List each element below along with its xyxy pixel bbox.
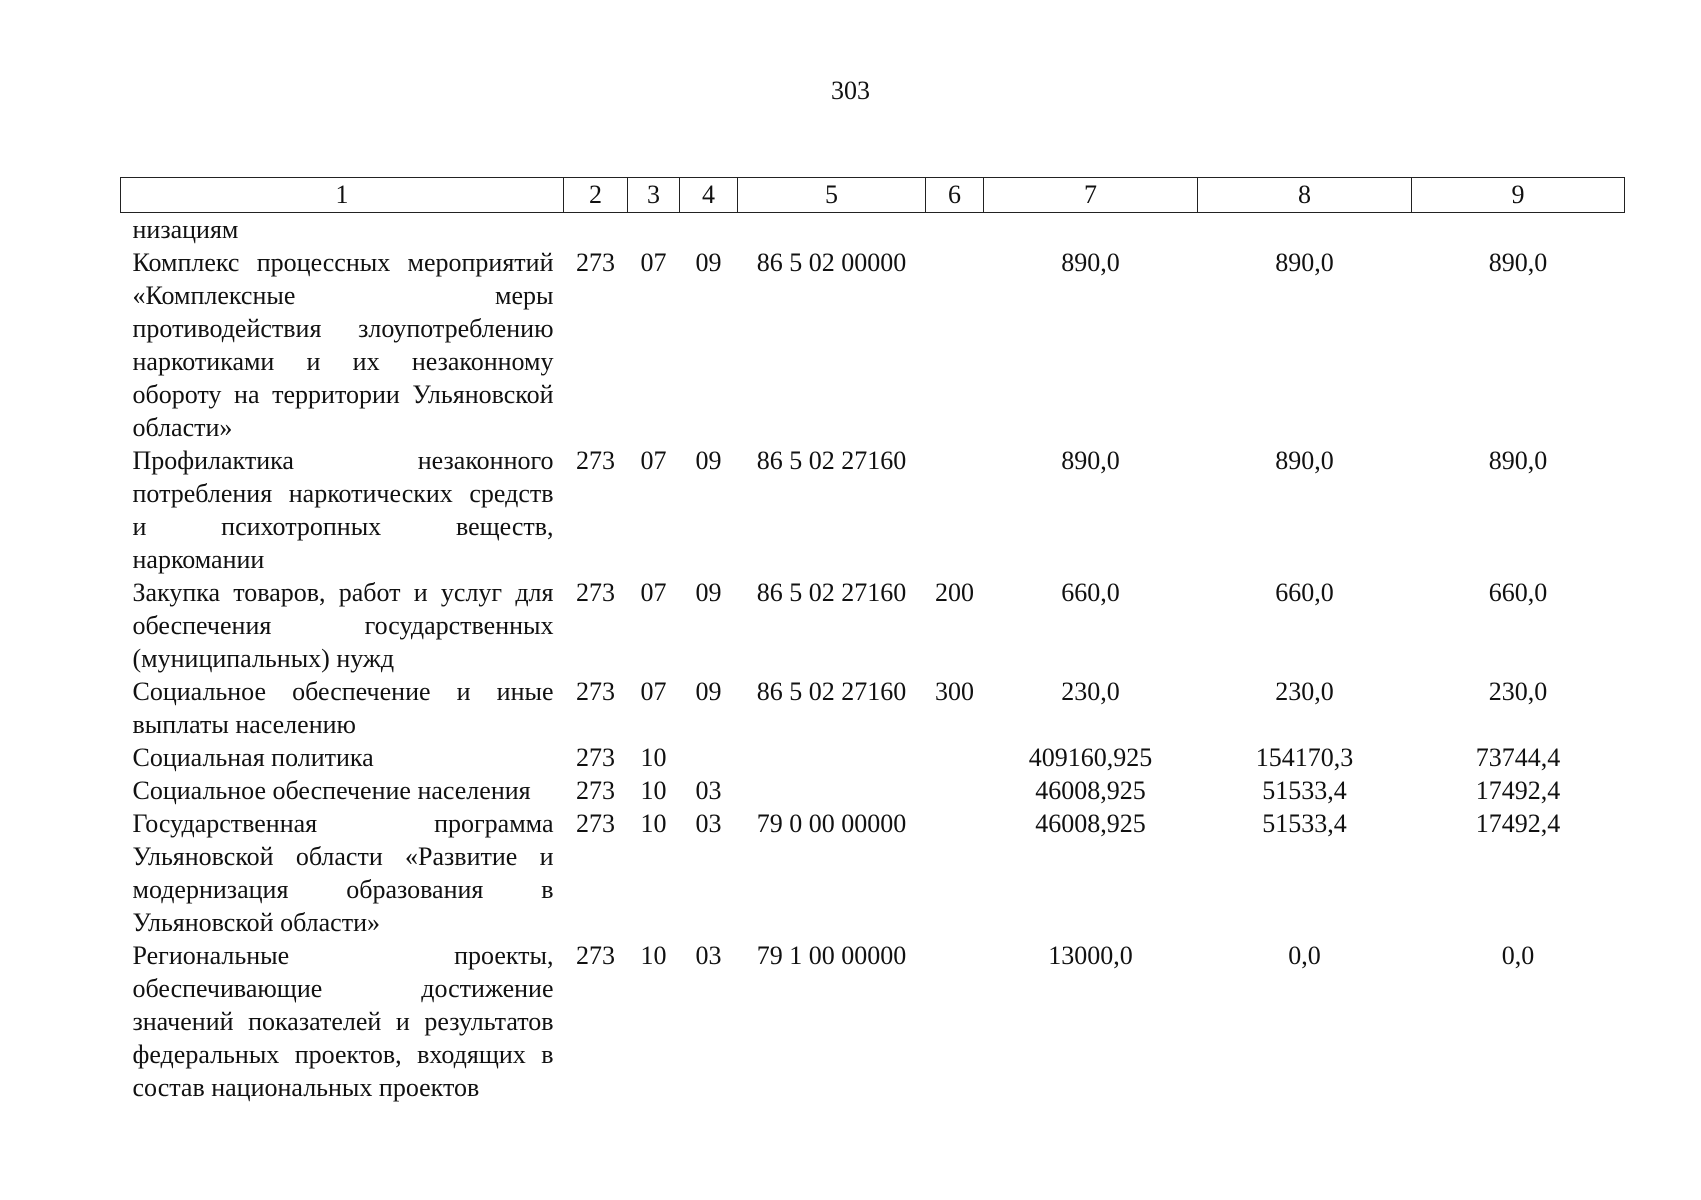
- table-row: [121, 939, 1625, 1104]
- row-code-ministry: 273: [576, 941, 615, 970]
- row-amount-col9: 17492,4: [1475, 809, 1561, 838]
- row-amount-col8: 890,0: [1275, 446, 1334, 475]
- row-code-expense-type: 300: [935, 677, 974, 706]
- row-code-expense-type: [926, 807, 984, 939]
- row-code-target-article: 86 5 02 27160: [756, 578, 907, 607]
- row-code-target-article: 86 5 02 27160: [756, 677, 907, 706]
- row-amount-col7: 660,0: [1061, 578, 1120, 607]
- row-code-target-article: 86 5 02 27160: [756, 446, 907, 475]
- column-header-8: 8: [1198, 178, 1412, 213]
- table-row: [121, 246, 1625, 444]
- row-code-ministry: 273: [576, 578, 615, 607]
- row-code-section: 10: [640, 743, 667, 772]
- row-code-target-article: [738, 774, 926, 807]
- row-code-ministry: 273: [576, 446, 615, 475]
- row-amount-col8: 660,0: [1275, 578, 1334, 607]
- row-amount-col7: 230,0: [1061, 677, 1120, 706]
- row-item-name: Закупка товаров, работ и услуг для обеспечения государственных (муниципальных) нужд: [132, 578, 554, 673]
- row-code-expense-type: [926, 246, 984, 444]
- row-code-expense-type: [926, 939, 984, 1104]
- row-code-section: 07: [640, 248, 667, 277]
- row-item-name: Государственная программа Ульяновской области «Развитие и модернизация образования в Ульяновской области»: [132, 809, 554, 937]
- row-code-subsection: 09: [695, 578, 722, 607]
- row-amount-col7: 890,0: [1061, 446, 1120, 475]
- row-amount-col8: 230,0: [1275, 677, 1334, 706]
- row-code-subsection: 03: [695, 809, 722, 838]
- table-row: [121, 774, 1625, 807]
- table-row: [121, 741, 1625, 774]
- table-row: [121, 807, 1625, 939]
- row-amount-col8: 51533,4: [1262, 809, 1347, 838]
- row-amount-col7: 890,0: [1061, 248, 1120, 277]
- row-code-subsection: [680, 741, 738, 774]
- row-code-section: 07: [640, 677, 667, 706]
- row-amount-col9: 230,0: [1488, 677, 1548, 706]
- row-item-name: Социальное обеспечение населения: [132, 776, 531, 805]
- row-amount-col9: [1412, 213, 1625, 247]
- page-number: 303: [831, 76, 870, 105]
- row-code-subsection: 09: [695, 446, 722, 475]
- row-code-expense-type: [926, 213, 984, 247]
- column-header-1: 1: [121, 178, 564, 213]
- row-code-section: [628, 213, 680, 247]
- row-amount-col7: 46008,925: [1035, 776, 1146, 805]
- table-row: [121, 444, 1625, 576]
- row-amount-col8: 890,0: [1275, 248, 1334, 277]
- row-item-name: Региональные проекты, обеспечивающие достижение значений показателей и результатов федеральных проектов, входящих в состав национальных проектов: [132, 941, 554, 1102]
- row-code-expense-type: 200: [935, 578, 974, 607]
- row-amount-col9: 660,0: [1488, 578, 1548, 607]
- row-code-section: 07: [640, 578, 667, 607]
- row-amount-col8: 0,0: [1288, 941, 1321, 970]
- row-code-ministry: 273: [576, 743, 615, 772]
- row-amount-col9: 890,0: [1488, 446, 1548, 475]
- row-code-target-article: 79 1 00 00000: [756, 941, 907, 970]
- row-amount-col9: 0,0: [1501, 941, 1535, 970]
- row-code-section: 10: [640, 776, 667, 805]
- row-code-ministry: [564, 213, 628, 247]
- row-amount-col9: 890,0: [1488, 248, 1548, 277]
- row-code-section: 10: [640, 941, 667, 970]
- row-code-ministry: 273: [576, 677, 615, 706]
- column-header-3: 3: [628, 178, 680, 213]
- row-item-name: Социальное обеспечение и иные выплаты населению: [132, 677, 554, 739]
- table-row: [121, 675, 1625, 741]
- table-row: [121, 576, 1625, 675]
- row-code-subsection: 09: [695, 248, 722, 277]
- column-header-5: 5: [738, 178, 926, 213]
- row-amount-col7: 46008,925: [1035, 809, 1146, 838]
- row-item-name: Комплекс процессных мероприятий «Комплексные меры противодействия злоупотреблению наркотиками и их незаконному обороту на территории Ульяновской области»: [132, 248, 554, 442]
- row-amount-col8: 154170,3: [1255, 743, 1354, 772]
- row-amount-col7: [984, 213, 1198, 247]
- row-code-subsection: [680, 213, 738, 247]
- row-code-section: 10: [640, 809, 667, 838]
- row-item-name: Социальная политика: [132, 743, 374, 772]
- row-code-target-article: [738, 741, 926, 774]
- row-item-name: Профилактика незаконного потребления наркотических средств и психотропных веществ, наркомании: [132, 446, 554, 574]
- column-number-header-row: [121, 178, 1625, 213]
- table-body: [121, 213, 1625, 1105]
- column-header-9: 9: [1412, 178, 1625, 213]
- row-code-subsection: 09: [695, 677, 722, 706]
- row-code-expense-type: [926, 444, 984, 576]
- row-code-target-article: 86 5 02 00000: [756, 248, 907, 277]
- row-code-section: 07: [640, 446, 667, 475]
- column-header-2: 2: [564, 178, 628, 213]
- budget-table: [120, 177, 1625, 1104]
- row-code-ministry: 273: [576, 809, 615, 838]
- row-code-expense-type: [926, 741, 984, 774]
- table-row: [121, 213, 1625, 247]
- row-code-ministry: 273: [576, 776, 615, 805]
- row-amount-col9: 73744,4: [1475, 743, 1561, 772]
- row-amount-col9: 17492,4: [1475, 776, 1561, 805]
- row-code-ministry: 273: [576, 248, 615, 277]
- row-amount-col7: 409160,925: [1028, 743, 1153, 772]
- column-header-6: 6: [926, 178, 984, 213]
- column-header-7: 7: [984, 178, 1198, 213]
- row-code-expense-type: [926, 774, 984, 807]
- row-amount-col8: [1198, 213, 1412, 247]
- row-amount-col7: 13000,0: [1048, 941, 1133, 970]
- row-amount-col8: 51533,4: [1262, 776, 1347, 805]
- row-code-subsection: 03: [695, 776, 722, 805]
- column-header-4: 4: [680, 178, 738, 213]
- row-item-name: низациям: [132, 215, 239, 244]
- row-code-target-article: [738, 213, 926, 247]
- row-code-subsection: 03: [695, 941, 722, 970]
- row-code-target-article: 79 0 00 00000: [756, 809, 907, 838]
